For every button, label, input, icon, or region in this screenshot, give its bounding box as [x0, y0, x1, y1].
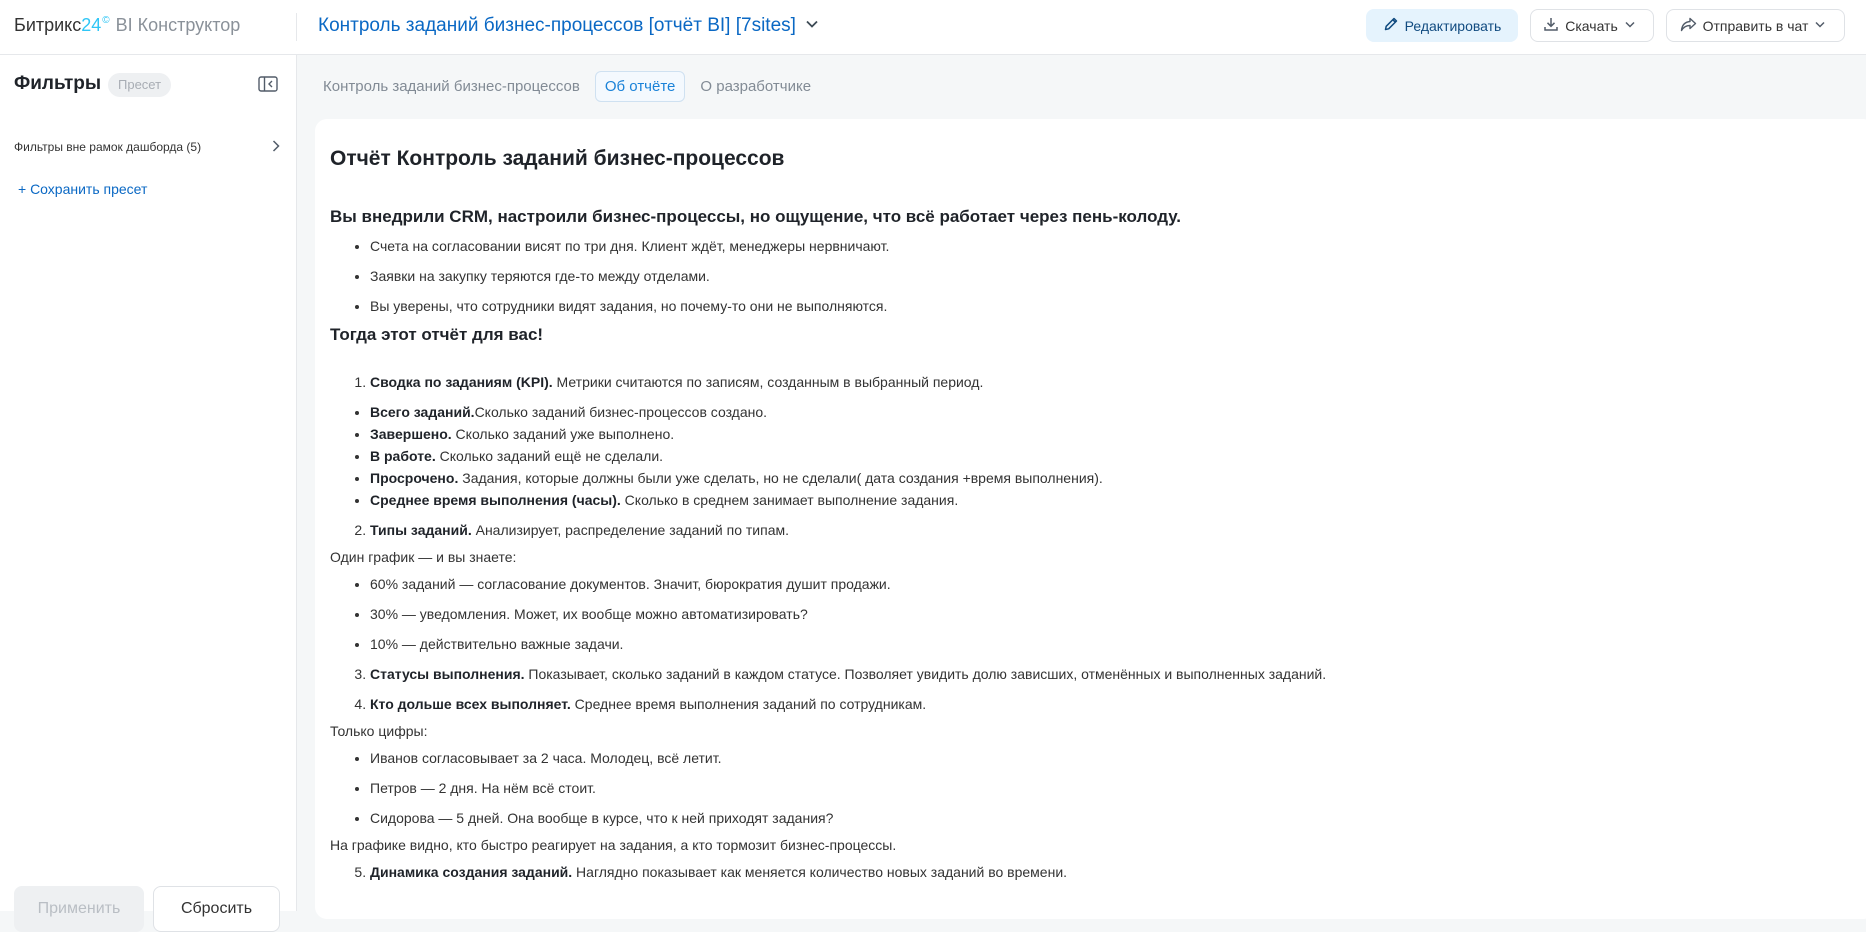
item-bold: Типы заданий.	[370, 522, 472, 538]
collapse-sidebar-icon[interactable]	[258, 76, 278, 92]
tab-about-developer[interactable]: О разработчике	[700, 77, 812, 95]
list-item	[370, 445, 1859, 467]
about-report-content	[315, 119, 1866, 919]
tab-dashboard[interactable]: Контроль заданий бизнес-процессов	[323, 77, 580, 95]
report-title-selector[interactable]	[318, 15, 818, 37]
tab-about-report[interactable]: Об отчёте	[595, 71, 686, 102]
kpi-text: Сколько заданий уже выполнено.	[451, 426, 675, 442]
list-item: • Иванов согласовывает за 2 часа. Молодец, всё летит.	[370, 747, 1859, 769]
kpi-list	[330, 401, 1859, 511]
list-item	[370, 861, 1859, 883]
download-icon	[1543, 16, 1565, 35]
list-item	[370, 467, 1859, 489]
item-text: Наглядно показывает как меняется количество новых заданий во времени.	[572, 864, 1068, 880]
kpi-text: Задания, которые должны были уже сделать, но не сделали( дата создания +время выполнения).	[458, 470, 1103, 486]
report-title: Контроль заданий бизнес-процессов [отчёт BI] [7sites]	[318, 15, 796, 36]
list-item: • Вы уверены, что сотрудники видят задания, но почему-то они не выполняются.	[370, 295, 1859, 317]
kpi-bold: Среднее время выполнения (часы).	[370, 492, 621, 508]
section-list-1	[330, 371, 1859, 393]
list-item: • Сидорова — 5 дней. Она вообще в курсе, что к ней приходят задания?	[370, 807, 1859, 829]
for-you-heading: Тогда этот отчёт для вас!	[330, 325, 544, 344]
section-list-5	[330, 861, 1859, 883]
chevron-down-icon	[806, 17, 818, 31]
top-header	[0, 0, 1866, 55]
share-arrow-icon	[1680, 17, 1703, 35]
item-text: Анализирует, распределение заданий по типам.	[471, 522, 790, 538]
kpi-bold: Всего заданий.	[370, 404, 475, 420]
chevron-down-icon	[1815, 20, 1831, 31]
list-item: • Петров — 2 дня. На нём всё стоит.	[370, 777, 1859, 799]
item-bold: Кто дольше всех выполняет.	[370, 696, 571, 712]
one-chart-text: Один график — и вы знаете:	[330, 549, 517, 565]
item-bold: Статусы выполнения.	[370, 666, 525, 682]
pencil-icon	[1383, 16, 1405, 35]
list-item	[370, 489, 1859, 511]
edit-button[interactable]	[1366, 9, 1518, 42]
kpi-bold: В работе.	[370, 448, 436, 464]
section-list-3	[330, 663, 1859, 715]
list-item: • 60% заданий — согласование документов. Значит, бюрократия душит продажи.	[370, 573, 1859, 595]
brand-mark: ©	[102, 15, 110, 26]
article-title: Отчёт Контроль заданий бизнес-процессов	[330, 147, 785, 170]
list-item: • 30% — уведомления. Может, их вообще можно автоматизировать?	[370, 603, 1859, 625]
reset-button[interactable]: Сбросить	[153, 886, 280, 932]
only-numbers-text: Только цифры:	[330, 723, 428, 739]
filters-sidebar	[0, 55, 297, 917]
list-item	[370, 519, 1859, 541]
kpi-text: Сколько в среднем занимает выполнение задания.	[620, 492, 959, 508]
list-item	[370, 401, 1859, 423]
preset-badge[interactable]: Пресет	[108, 73, 171, 97]
brand-name: Битрикс	[14, 15, 82, 35]
list-item	[370, 693, 1859, 715]
brand-number: 24	[81, 15, 102, 35]
chevron-down-icon	[1625, 20, 1641, 31]
item-bold: Сводка по заданиям (KPI).	[370, 374, 553, 390]
edit-label: Редактировать	[1404, 17, 1502, 34]
brand-product: BI Конструктор	[115, 15, 241, 35]
list-item	[370, 371, 1859, 393]
send-to-chat-button[interactable]	[1666, 9, 1845, 42]
intro-heading: Вы внедрили CRM, настроили бизнес-процессы, но ощущение, что всё работает через пень-колоду.	[330, 207, 1181, 226]
chart-note: На графике видно, кто быстро реагирует на задания, а кто тормозит бизнес-процессы.	[330, 837, 897, 853]
kpi-bold: Просрочено.	[370, 470, 459, 486]
spacer	[330, 353, 1859, 371]
item-text: Среднее время выполнения заданий по сотрудникам.	[570, 696, 927, 712]
download-label: Скачать	[1565, 17, 1618, 34]
chevron-right-icon	[272, 140, 280, 155]
filters-title: Фильтры	[14, 73, 102, 94]
list-item	[370, 423, 1859, 445]
outside-filters-item[interactable]	[14, 133, 280, 161]
kpi-text: Сколько заданий бизнес-процессов создано.	[474, 404, 768, 420]
list-item: • 10% — действительно важные задачи.	[370, 633, 1859, 655]
outside-filters-label: Фильтры вне рамок дашборда (5)	[14, 140, 202, 154]
list-item	[370, 663, 1859, 685]
header-divider	[296, 13, 297, 41]
list-item: • Счета на согласовании висят по три дня. Клиент ждёт, менеджеры нервничают.	[370, 235, 1859, 257]
list-item: • Заявки на закупку теряются где-то между отделами.	[370, 265, 1859, 287]
kpi-bold: Завершено.	[370, 426, 452, 442]
download-button[interactable]	[1530, 9, 1654, 42]
send-label: Отправить в чат	[1702, 17, 1809, 34]
report-tabs	[314, 69, 826, 103]
kpi-text: Сколько заданий ещё не сделали.	[435, 448, 664, 464]
save-preset-link[interactable]: + Сохранить пресет	[18, 181, 148, 197]
intro-list	[330, 235, 1859, 317]
apply-button[interactable]: Применить	[14, 886, 144, 932]
type-list	[330, 573, 1859, 655]
item-text: Показывает, сколько заданий в каждом статусе. Позволяет увидить долю зависших, отменённых и выполненных заданий.	[524, 666, 1327, 682]
people-list	[330, 747, 1859, 829]
brand-logo[interactable]	[14, 15, 240, 36]
item-text: Метрики считаются по записям, созданным в выбранный период.	[552, 374, 984, 390]
item-bold: Динамика создания заданий.	[370, 864, 573, 880]
section-list-2	[330, 519, 1859, 541]
